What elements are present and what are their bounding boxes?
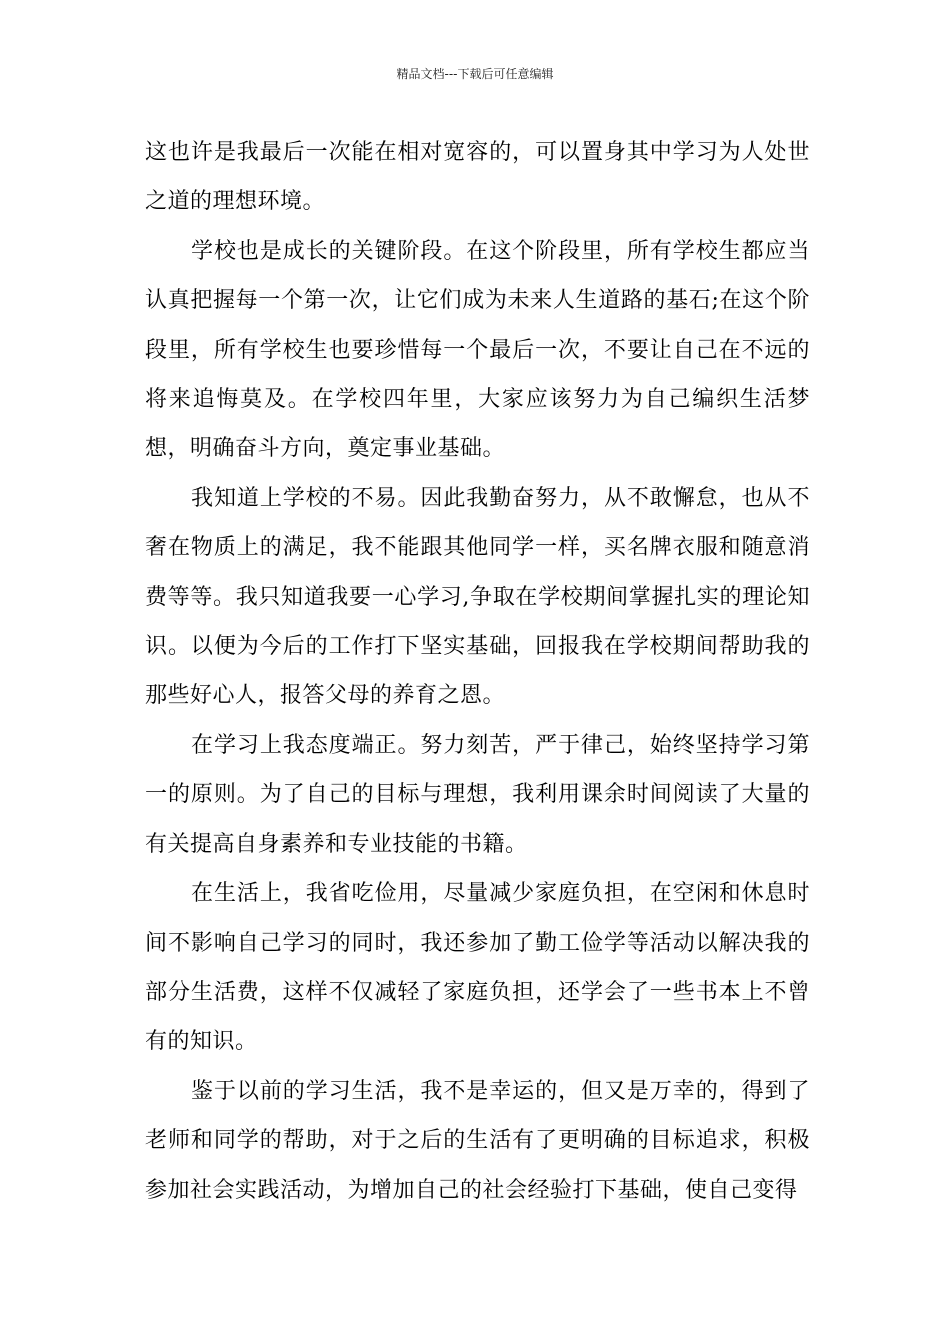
page-header: 精品文档---下载后可任意编辑: [396, 67, 554, 81]
paragraph-1: 这也许是我最后一次能在相对宽容的，可以置身其中学习为人处世之道的理想环境。: [145, 140, 810, 215]
document-body: [145, 128, 810, 1215]
paragraph-4: 在学习上我态度端正。努力刻苦，严于律己，始终坚持学习第一的原则。为了自己的目标与理想，我利用课余时间阅读了大量的有关提高自身素养和专业技能的书籍。: [145, 732, 810, 857]
paragraph-5: 在生活上，我省吃俭用，尽量减少家庭负担，在空闲和休息时间不影响自己学习的同时，我还参加了勤工俭学等活动以解决我的部分生活费，这样不仅减轻了家庭负担，还学会了一些书本上不曾有的知识。: [145, 881, 810, 1055]
paragraph-2: 学校也是成长的关键阶段。在这个阶段里，所有学校生都应当认真把握每一个第一次，让它们成为未来人生道路的基石;在这个阶段里，所有学校生也要珍惜每一个最后一次，不要让自己在不远的将来追悔莫及。在学校四年里，大家应该努力为自己编织生活梦想，明确奋斗方向，奠定事业基础。: [145, 238, 810, 462]
paragraph-3: 我知道上学校的不易。因此我勤奋努力，从不敢懈怠，也从不奢在物质上的满足，我不能跟其他同学一样，买名牌衣服和随意消费等等。我只知道我要一心学习,争取在学校期间掌握扎实的理论知识。以便为今后的工作打下坚实基础，回报我在学校期间帮助我的那些好心人，报答父母的养育之恩。: [145, 485, 810, 709]
paragraph-6: 鉴于以前的学习生活，我不是幸运的，但又是万幸的，得到了老师和同学的帮助，对于之后的生活有了更明确的目标追求，积极参加社会实践活动，为增加自己的社会经验打下基础，使自己变得: [145, 1078, 810, 1203]
